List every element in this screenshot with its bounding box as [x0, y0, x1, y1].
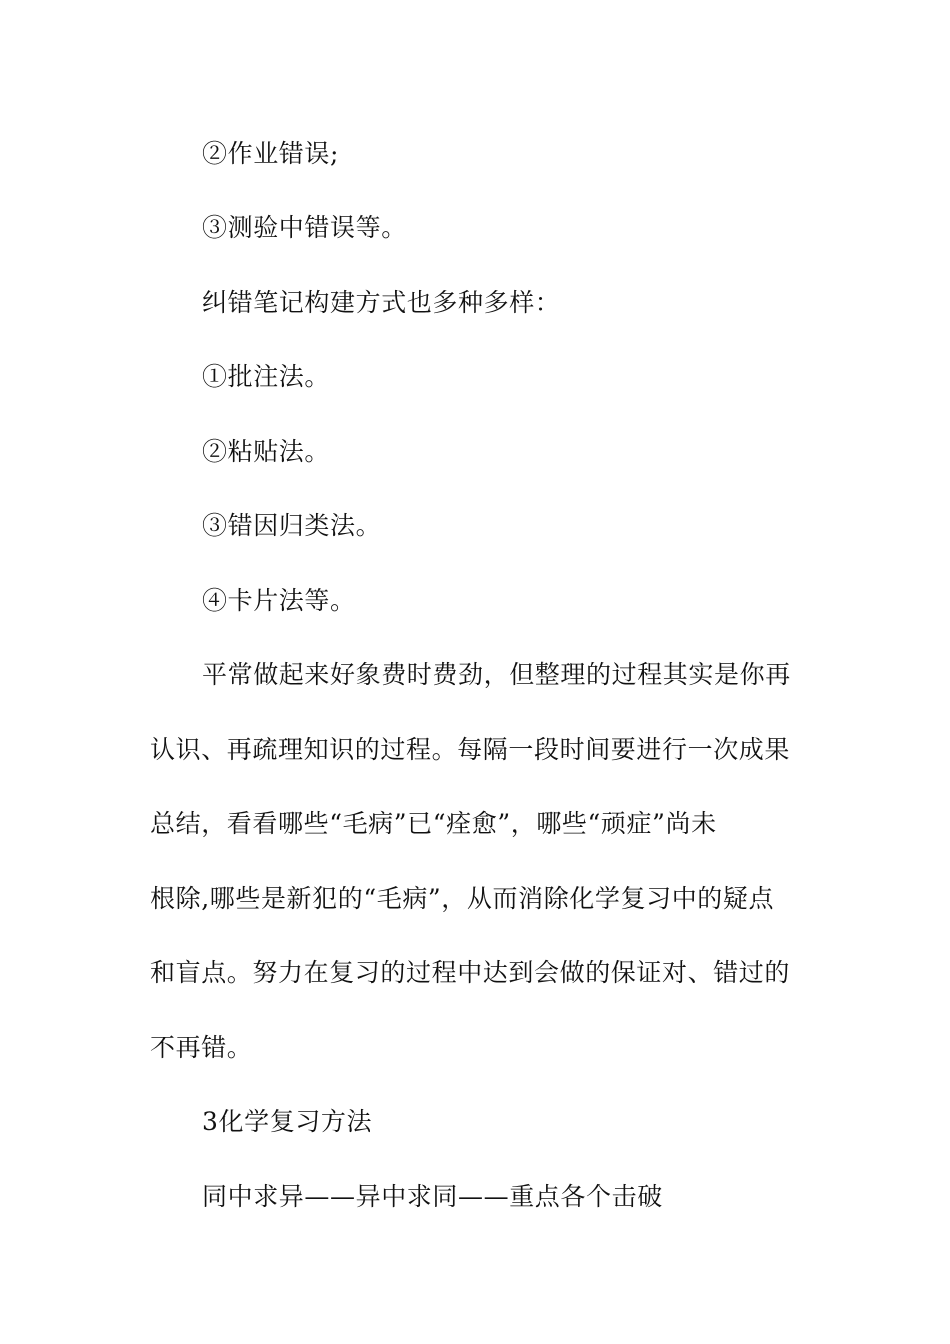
paragraph-methods-intro: 纠错笔记构建方式也多种多样： — [202, 288, 561, 317]
paragraph-line: 根除,哪些是新犯的“毛病”，从而消除化学复习中的疑点 — [150, 884, 775, 913]
list-item-card-method: ④卡片法等。 — [202, 586, 356, 615]
paragraph-line: 和盲点。努力在复习的过程中达到会做的保证对、错过的 — [150, 958, 791, 987]
list-item-test-errors: ③测验中错误等。 — [202, 213, 407, 242]
list-item-homework-errors: ②作业错误; — [202, 139, 340, 168]
paragraph-line: 总结，看看哪些“毛病”已“痊愈”，哪些“顽症”尚未 — [150, 809, 717, 838]
list-item-classification-method: ③错因归类法。 — [202, 511, 382, 540]
paragraph-line: 不再错。 — [150, 1033, 253, 1062]
paragraph-line: 认识、再疏理知识的过程。每隔一段时间要进行一次成果 — [150, 735, 791, 764]
list-item-paste-method: ②粘贴法。 — [202, 437, 331, 466]
section-heading: 3化学复习方法 — [202, 1107, 373, 1136]
list-item-annotation-method: ①批注法。 — [202, 362, 331, 391]
paragraph-line: 平常做起来好象费时费劲，但整理的过程其实是你再 — [202, 660, 791, 689]
section-subtitle: 同中求异——异中求同——重点各个击破 — [202, 1182, 663, 1211]
